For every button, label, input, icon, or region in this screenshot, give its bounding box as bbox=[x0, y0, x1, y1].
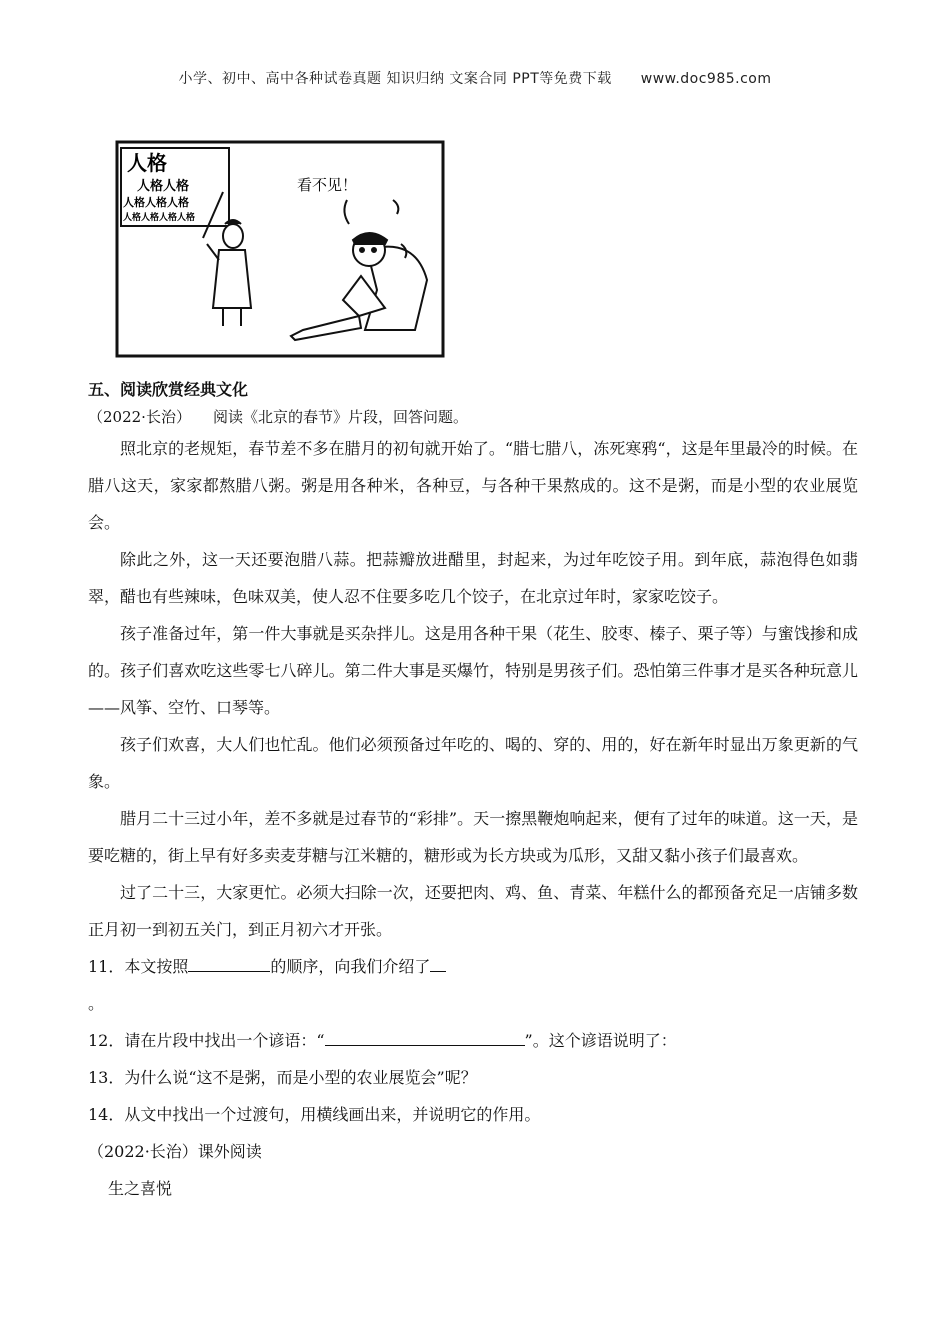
question-11 bbox=[88, 948, 858, 985]
question-11-text-b: 的顺序，向我们介绍了 bbox=[270, 957, 431, 976]
answer-blank[interactable] bbox=[430, 953, 446, 972]
question-11-end: 。 bbox=[88, 994, 105, 1013]
question-13: 13．为什么说“这不是粥，而是小型的农业展览会”呢？ bbox=[88, 1068, 477, 1087]
paragraph: 腊月二十三过小年，差不多就是过春节的“彩排”。天一擦黑鞭炮响起来，便有了过年的味道。这一天，是要吃糖的，街上早有好多卖麦芽糖与江米糖的，糖形或为长方块或为瓜形，又甜又黏小孩子们最喜欢。 bbox=[88, 809, 858, 865]
question-12-text-a: 12．请在片段中找出一个谚语：“ bbox=[88, 1031, 325, 1050]
question-12-text-b: ”。这个谚语说明了： bbox=[524, 1031, 677, 1050]
chart-line-3: 人格人格人格 bbox=[123, 196, 189, 209]
section-intro bbox=[88, 404, 858, 430]
question-12 bbox=[88, 1022, 858, 1059]
reading-section bbox=[88, 376, 858, 1207]
speech-text: 看不见！ bbox=[297, 176, 358, 194]
paragraph: 过了二十三，大家更忙。必须大扫除一次，还要把肉、鸡、鱼、青菜、年糕什么的都预备充足一店铺多数正月初一到初五关门，到正月初六才开张。 bbox=[88, 883, 858, 939]
section-source: （2022·长治） bbox=[88, 408, 191, 426]
answer-blank[interactable] bbox=[188, 953, 270, 972]
page-header bbox=[0, 68, 950, 88]
paragraph: 孩子准备过年，第一件大事就是买杂拌儿。这是用各种干果（花生、胶枣、榛子、栗子等）与蜜饯掺和成的。孩子们喜欢吃这些零七八碎儿。第二件大事是买爆竹，特别是男孩子们。恐怕第三件事才是买各种玩意儿——风筝、空竹、口琴等。 bbox=[88, 624, 858, 717]
cartoon-illustration bbox=[115, 140, 445, 358]
paragraph: 照北京的老规矩，春节差不多在腊月的初旬就开始了。“腊七腊八，冻死寒鸦“，这是年里最冷的时候。在腊八这天，家家都熬腊八粥。粥是用各种米，各种豆，与各种干果熬成的。这不是粥，而是小型的农业展览会。 bbox=[88, 439, 858, 532]
header-url[interactable]: www.doc985.com bbox=[640, 71, 772, 87]
answer-blank[interactable] bbox=[325, 1027, 525, 1046]
section-title: 五、阅读欣赏经典文化 bbox=[88, 380, 249, 399]
next-section-label: （2022·长治）课外阅读 bbox=[88, 1142, 262, 1161]
paragraph: 除此之外，这一天还要泡腊八蒜。把蒜瓣放进醋里，封起来，为过年吃饺子用。到年底，蒜泡得色如翡翠，醋也有些辣味，色味双美，使人忍不住要多吃几个饺子，在北京过年时，家家吃饺子。 bbox=[88, 550, 858, 606]
chart-line-4: 人格人格人格人格 bbox=[123, 213, 196, 223]
header-text: 小学、初中、高中各种试卷真题 知识归纳 文案合同 PPT等免费下载 bbox=[178, 71, 612, 87]
next-section-title: 生之喜悦 bbox=[108, 1179, 173, 1198]
paragraph: 孩子们欢喜，大人们也忙乱。他们必须预备过年吃的、喝的、穿的、用的，好在新年时显出万象更新的气象。 bbox=[88, 735, 858, 791]
question-11-text-a: 11．本文按照 bbox=[88, 957, 189, 976]
chart-line-1: 人格 bbox=[127, 151, 167, 175]
question-14: 14．从文中找出一个过渡句，用横线画出来，并说明它的作用。 bbox=[88, 1105, 541, 1124]
chart-line-2: 人格人格 bbox=[137, 179, 190, 194]
section-instruction: 阅读《北京的春节》片段，回答问题。 bbox=[212, 408, 468, 426]
